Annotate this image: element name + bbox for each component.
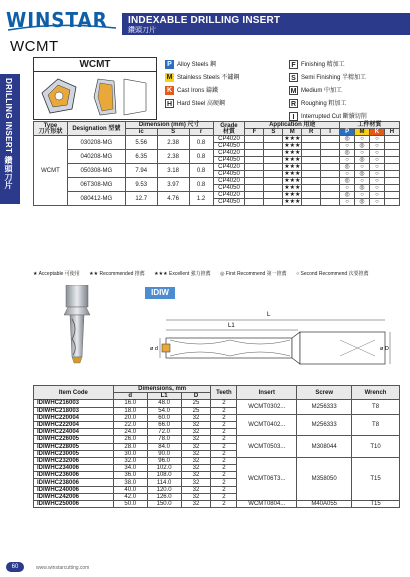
ic-cell: 9.53 (125, 178, 157, 192)
material-legend (165, 60, 239, 112)
D-cell: 25 (181, 400, 211, 407)
D-cell: 32 (181, 465, 211, 472)
teeth-cell: 2 (211, 400, 237, 407)
designation-cell: 030208-MG (67, 136, 125, 150)
screw-cell: M358050 (297, 457, 352, 500)
legend-excellent: ★★★ Excellent 強力推薦 (154, 271, 211, 277)
work-material-cell: ○ (340, 171, 355, 178)
r-cell: 1.2 (189, 192, 213, 206)
work-material-cell: ○ (355, 178, 370, 185)
work-material-cell: ○ (370, 150, 385, 157)
D-cell: 32 (181, 501, 211, 508)
insert-drawing (38, 75, 152, 119)
work-material-cell (384, 143, 399, 150)
grade-cell: CP4020 (213, 192, 245, 199)
work-material-cell (384, 199, 399, 206)
teeth-cell: 2 (211, 436, 237, 443)
item-code-cell: IDIWHC222004 (34, 421, 114, 428)
work-material-cell: ○ (340, 199, 355, 206)
work-material-cell: ◎ (340, 136, 355, 143)
D-cell: 32 (181, 479, 211, 486)
page-title-zh: 鑽頭刀片 (128, 27, 156, 34)
application-cell: ★★★ (284, 136, 301, 142)
application-cell: ★★★ (284, 157, 301, 163)
l1-cell: 102.0 (147, 465, 181, 472)
s-cell: 3.18 (157, 164, 189, 178)
item-code-cell: IDIWHC216003 (34, 400, 114, 407)
s-cell: 4.76 (157, 192, 189, 206)
teeth-cell: 2 (211, 421, 237, 428)
application-cell (302, 171, 321, 178)
teeth-cell: 2 (211, 472, 237, 479)
teeth-cell: 2 (211, 479, 237, 486)
table-row (34, 501, 400, 508)
work-material-cell (384, 185, 399, 192)
table-row (34, 414, 400, 421)
application-cell (264, 143, 283, 150)
work-material-cell: ○ (340, 185, 355, 192)
teeth-cell: 2 (211, 457, 237, 464)
side-tab (0, 74, 20, 204)
application-cell (264, 171, 283, 178)
D-cell: 32 (181, 450, 211, 457)
d-cell: 50.0 (113, 501, 147, 508)
item-code-cell: IDIWHC224004 (34, 429, 114, 436)
grade-cell: CP4020 (213, 164, 245, 171)
d-cell: 24.0 (113, 429, 147, 436)
ic-cell: 6.35 (125, 150, 157, 164)
spec-row (34, 178, 400, 185)
application-cell (302, 150, 321, 157)
grade-cell: CP4020 (213, 150, 245, 157)
application-cell (302, 192, 321, 199)
d-cell: 32.0 (113, 457, 147, 464)
work-material-cell (384, 164, 399, 171)
item-code-cell: IDIWHC238006 (34, 479, 114, 486)
work-material-cell: ○ (370, 192, 385, 199)
drill-photo (32, 285, 140, 365)
item-code-cell: IDIWHC220004 (34, 414, 114, 421)
application-cell: ★★★ (284, 143, 301, 149)
application-cell (321, 164, 340, 171)
legend-acceptable: ★ Acceptable 可使用 (33, 271, 80, 277)
item-code-cell: IDIWHC240006 (34, 486, 114, 493)
application-cell: ★★★ (284, 171, 301, 177)
teeth-cell: 2 (211, 493, 237, 500)
screw-cell: M256333 (297, 414, 352, 436)
header-app-s: S (264, 129, 283, 136)
l1-cell: 60.0 (147, 414, 181, 421)
page-title: INDEXABLE DRILLING INSERT (128, 15, 281, 26)
r-cell: 0.8 (189, 150, 213, 164)
spec-table (33, 121, 400, 206)
item-code-cell: IDIWHC230005 (34, 450, 114, 457)
D-cell: 32 (181, 472, 211, 479)
work-material-cell: ○ (370, 157, 385, 164)
header-D: D (181, 393, 211, 400)
application-cell (264, 164, 283, 171)
wrench-cell: T8 (352, 400, 400, 414)
D-cell: 32 (181, 443, 211, 450)
d-cell: 26.0 (113, 436, 147, 443)
application-cell: ★★★ (284, 164, 301, 170)
teeth-cell: 2 (211, 429, 237, 436)
application-cell (302, 185, 321, 192)
l1-cell: 108.0 (147, 472, 181, 479)
header-app-r: R (302, 129, 321, 136)
screw-cell: M40A055 (297, 501, 352, 508)
application-cell (302, 157, 321, 164)
footer-url: www.winstarcutting.com (36, 565, 90, 571)
l1-cell: 114.0 (147, 479, 181, 486)
operation-item: F Finishing 精加工 (289, 60, 367, 73)
insert-cell: WCMT0402... (237, 414, 297, 436)
header-ic: ic (125, 129, 157, 136)
teeth-cell: 2 (211, 407, 237, 414)
s-cell: 3.97 (157, 178, 189, 192)
header-type: Type 刀片形狀 (34, 122, 68, 136)
l1-cell: 54.0 (147, 407, 181, 414)
designation-cell: 050308-MG (67, 164, 125, 178)
grade-cell: CP4050 (213, 157, 245, 164)
teeth-cell: 2 (211, 414, 237, 421)
work-material-cell: ○ (340, 157, 355, 164)
dim-D: ø D (380, 346, 389, 352)
D-cell: 32 (181, 436, 211, 443)
d-cell: 42.0 (113, 493, 147, 500)
work-material-cell: ◎ (355, 143, 370, 150)
work-material-cell (384, 171, 399, 178)
header-l1: L1 (147, 393, 181, 400)
application-cell: ★★★ (284, 185, 301, 191)
designation-cell: 06T308-MG (67, 178, 125, 192)
work-material-cell: ○ (370, 199, 385, 206)
application-cell (245, 185, 264, 192)
ic-cell: 5.56 (125, 136, 157, 150)
work-material-cell: ◎ (340, 192, 355, 199)
header-app-i: I (321, 129, 340, 136)
grade-cell: CP4050 (213, 199, 245, 206)
legend-first: ◎ First Recommend 第一推薦 (220, 271, 287, 277)
header-wrench: Wrench (352, 386, 400, 400)
application-cell (264, 136, 283, 143)
application-cell (302, 164, 321, 171)
application-cell (302, 199, 321, 206)
work-material-cell: ○ (355, 150, 370, 157)
work-material-cell (384, 150, 399, 157)
application-cell (321, 171, 340, 178)
D-cell: 25 (181, 407, 211, 414)
work-material-cell (384, 192, 399, 199)
insert-cell: WCMT0503... (237, 436, 297, 458)
d-cell: 40.0 (113, 486, 147, 493)
table-row (34, 457, 400, 464)
legend-second: ○ Second Recommend 次要推薦 (296, 271, 369, 277)
spec-row (34, 164, 400, 171)
D-cell: 32 (181, 414, 211, 421)
header-r: r (189, 129, 213, 136)
header-work-k: K (370, 129, 385, 136)
table-row (34, 400, 400, 407)
application-cell (321, 178, 340, 185)
screw-cell: M256333 (297, 400, 352, 414)
application-cell (321, 136, 340, 143)
wrench-cell: T15 (352, 501, 400, 508)
insert-code: WCMT (34, 58, 156, 72)
page-header (0, 0, 410, 38)
header-designation: Designation 型號 (67, 122, 125, 136)
d-cell: 20.0 (113, 414, 147, 421)
legend-recommended: ★★ Recommended 推薦 (89, 271, 145, 277)
header-dimension: Dimension (mm) 尺寸 (125, 122, 213, 129)
l1-cell: 72.0 (147, 429, 181, 436)
D-cell: 32 (181, 493, 211, 500)
application-cell (302, 136, 321, 143)
material-item: K Cast Irons 鑄鐵 (166, 87, 219, 95)
work-material-cell: ◎ (355, 171, 370, 178)
winstar-logo (6, 6, 118, 32)
item-code-cell: IDIWHC242006 (34, 493, 114, 500)
work-material-cell: ○ (370, 178, 385, 185)
application-cell (245, 192, 264, 199)
application-cell (321, 157, 340, 164)
D-cell: 32 (181, 429, 211, 436)
insert-cell: WCMT0302... (237, 400, 297, 414)
material-item: M Stainless Steels 不鏽鋼 (166, 74, 240, 82)
work-material-cell: ◎ (340, 164, 355, 171)
wrench-cell: T8 (352, 414, 400, 436)
work-material-cell: ○ (355, 136, 370, 143)
side-tab-label: DRILLING INSERT 鑽頭刀片 (4, 78, 13, 190)
application-cell (264, 192, 283, 199)
dim-l: L (267, 312, 271, 318)
header-item-code: Item Code (34, 386, 114, 400)
title-bar (122, 13, 410, 35)
application-cell (245, 164, 264, 171)
l1-cell: 120.0 (147, 486, 181, 493)
work-material-cell: ◎ (340, 178, 355, 185)
header-app-f: F (245, 129, 264, 136)
material-item: P Alloy Steels 鋼 (165, 60, 239, 73)
D-cell: 32 (181, 421, 211, 428)
page-code: WCMT (10, 38, 59, 55)
spec-row (34, 150, 400, 157)
operation-item: R Roughing 粗加工 (290, 101, 347, 108)
application-cell (321, 192, 340, 199)
logo-text: WINSTAR (6, 8, 108, 32)
s-cell: 2.38 (157, 150, 189, 164)
teeth-cell: 2 (211, 443, 237, 450)
application-cell (264, 199, 283, 206)
application-cell (264, 178, 283, 185)
drill-drawing (150, 300, 400, 372)
item-code-cell: IDIWHC218003 (34, 407, 114, 414)
grade-cell: CP4020 (213, 136, 245, 143)
r-cell: 0.8 (189, 136, 213, 150)
item-code-cell: IDIWHC250006 (34, 501, 114, 508)
teeth-cell: 2 (211, 465, 237, 472)
application-cell (321, 199, 340, 206)
item-table (33, 385, 400, 508)
header-grade: Grade 材質 (213, 122, 245, 136)
type-cell: WCMT (34, 136, 68, 206)
operation-item: S Semi Finishing 半精加工 (289, 73, 367, 86)
header-insert: Insert (237, 386, 297, 400)
header-app-m: M (283, 129, 302, 136)
grade-cell: CP4050 (213, 143, 245, 150)
page-number: 60 (6, 562, 24, 572)
work-material-cell (384, 178, 399, 185)
work-material-cell: ◎ (355, 157, 370, 164)
d-cell: 16.0 (113, 400, 147, 407)
d-cell: 38.0 (113, 479, 147, 486)
r-cell: 0.8 (189, 178, 213, 192)
header-application: Application 用途 (245, 122, 340, 129)
header-screw: Screw (297, 386, 352, 400)
application-cell (264, 185, 283, 192)
spec-row (34, 192, 400, 199)
l1-cell: 84.0 (147, 443, 181, 450)
operation-item: I Interrupted Cut 斷續切削 (289, 112, 367, 125)
header-teeth: Teeth (211, 386, 237, 400)
application-cell (245, 171, 264, 178)
application-cell (245, 143, 264, 150)
application-cell: ★★★ (284, 178, 301, 184)
r-cell: 0.8 (189, 164, 213, 178)
D-cell: 32 (181, 486, 211, 493)
work-material-cell: ○ (370, 171, 385, 178)
header-d: d (113, 393, 147, 400)
wrench-cell: T10 (352, 436, 400, 458)
work-material-cell: ◎ (355, 199, 370, 206)
material-item: H Hard Steel 高硬鋼 (166, 101, 226, 108)
work-material-cell: ○ (355, 192, 370, 199)
l1-cell: 90.0 (147, 450, 181, 457)
work-material-cell (384, 157, 399, 164)
work-material-cell (384, 136, 399, 143)
header-work-h: H (384, 129, 399, 136)
designation-cell: 080412-MG (67, 192, 125, 206)
item-code-cell: IDIWHC228005 (34, 443, 114, 450)
table-row (34, 436, 400, 443)
application-cell (245, 199, 264, 206)
work-material-cell: ◎ (355, 185, 370, 192)
application-cell: ★★★ (284, 150, 301, 156)
application-cell: ★★★ (284, 199, 301, 205)
l1-cell: 48.0 (147, 400, 181, 407)
dim-d: ø d (150, 346, 158, 352)
insert-cell: WCMT0804... (237, 501, 297, 508)
application-cell (302, 178, 321, 185)
application-cell: ★★★ (284, 192, 301, 198)
header-work-m: M (355, 129, 370, 136)
d-cell: 30.0 (113, 450, 147, 457)
application-cell (321, 143, 340, 150)
teeth-cell: 2 (211, 486, 237, 493)
D-cell: 32 (181, 457, 211, 464)
spec-row (34, 136, 400, 143)
designation-cell: 040208-MG (67, 150, 125, 164)
header-dimensions: Dimensions, mm (113, 386, 211, 393)
rating-legend (33, 270, 377, 277)
ic-cell: 7.94 (125, 164, 157, 178)
item-code-cell: IDIWHC232006 (34, 457, 114, 464)
s-cell: 2.38 (157, 136, 189, 150)
application-cell (321, 150, 340, 157)
ic-cell: 12.7 (125, 192, 157, 206)
work-material-cell: ○ (370, 143, 385, 150)
grade-cell: CP4020 (213, 178, 245, 185)
application-cell (245, 157, 264, 164)
work-material-cell: ○ (355, 164, 370, 171)
application-cell (245, 136, 264, 143)
application-cell (245, 178, 264, 185)
l1-cell: 126.0 (147, 493, 181, 500)
l1-cell: 66.0 (147, 421, 181, 428)
insert-cell: WCMT06T3... (237, 457, 297, 500)
d-cell: 18.0 (113, 407, 147, 414)
screw-cell: M308044 (297, 436, 352, 458)
d-cell: 36.0 (113, 472, 147, 479)
l1-cell: 96.0 (147, 457, 181, 464)
item-code-cell: IDIWHC234006 (34, 465, 114, 472)
application-cell (245, 150, 264, 157)
operation-item: M Medium 中加工 (290, 88, 343, 95)
application-cell (321, 185, 340, 192)
work-material-cell: ◎ (340, 150, 355, 157)
header-work-p: P (340, 129, 355, 136)
l1-cell: 150.0 (147, 501, 181, 508)
work-material-cell: ○ (370, 164, 385, 171)
insert-panel (33, 57, 157, 120)
wrench-cell: T15 (352, 457, 400, 500)
header-s: S (157, 129, 189, 136)
item-code-cell: IDIWHC236006 (34, 472, 114, 479)
application-cell (264, 157, 283, 164)
spec-table-body (34, 136, 400, 206)
d-cell: 22.0 (113, 421, 147, 428)
item-table-body (34, 400, 400, 508)
grade-cell: CP4050 (213, 171, 245, 178)
work-material-cell: ○ (370, 185, 385, 192)
d-cell: 34.0 (113, 465, 147, 472)
header-work-material: 工件材質 (340, 122, 400, 129)
item-code-cell: IDIWHC226005 (34, 436, 114, 443)
grade-cell: CP4050 (213, 185, 245, 192)
product-badge: IDIW (145, 287, 175, 299)
teeth-cell: 2 (211, 501, 237, 508)
application-cell (302, 143, 321, 150)
work-material-cell: ○ (340, 143, 355, 150)
application-cell (264, 150, 283, 157)
dim-l1: L1 (228, 323, 235, 329)
operation-legend (289, 60, 367, 125)
l1-cell: 78.0 (147, 436, 181, 443)
d-cell: 28.0 (113, 443, 147, 450)
work-material-cell: ○ (370, 136, 385, 143)
teeth-cell: 2 (211, 450, 237, 457)
